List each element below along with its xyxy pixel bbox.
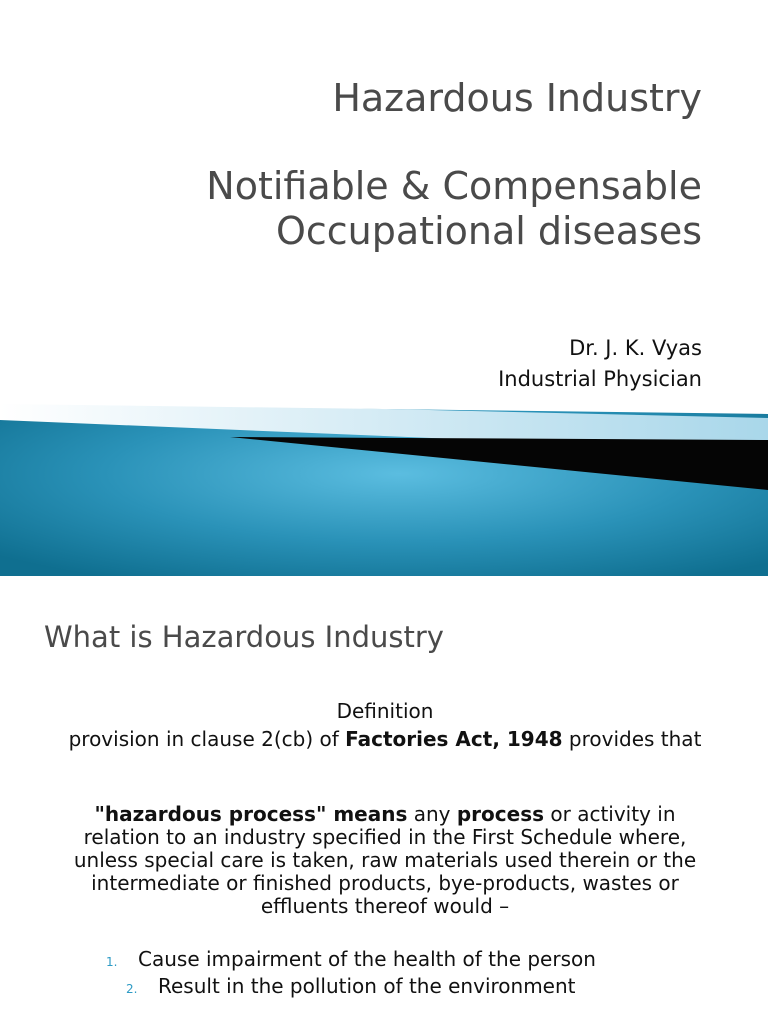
definition-label: Definition xyxy=(336,699,434,723)
hazard-definition: "hazardous process" means any process or activity in relation to an industry specified in the First Schedule where, unless special care is taken, raw materials used therein or the intermediate or finished products, bye-products, wastes or effluents thereof would – xyxy=(73,802,697,918)
list-item: 2. Result in the pollution of the environment xyxy=(126,973,576,1002)
author-block xyxy=(498,333,702,395)
list-item: 1. Cause impairment of the health of the person xyxy=(106,946,596,975)
title-line-3: Occupational diseases xyxy=(275,209,702,253)
list-number: 2. xyxy=(126,982,138,996)
provision-text: provision in clause 2(cb) of Factories Act, 1948 provides that xyxy=(68,727,702,751)
author-name: Dr. J. K. Vyas xyxy=(569,336,702,360)
author-role: Industrial Physician xyxy=(498,367,702,391)
process-word: process xyxy=(456,802,545,826)
title-line-1: Hazardous Industry xyxy=(332,76,702,120)
title-line-2: Notifiable & Compensable xyxy=(206,164,702,208)
content-slide-title: What is Hazardous Industry xyxy=(44,620,444,654)
list-number: 1. xyxy=(106,955,118,969)
decorative-banner xyxy=(0,400,768,576)
slide-title xyxy=(206,76,702,254)
hazard-term: "hazardous process" means xyxy=(94,802,408,826)
act-name: Factories Act, 1948 xyxy=(345,727,563,751)
